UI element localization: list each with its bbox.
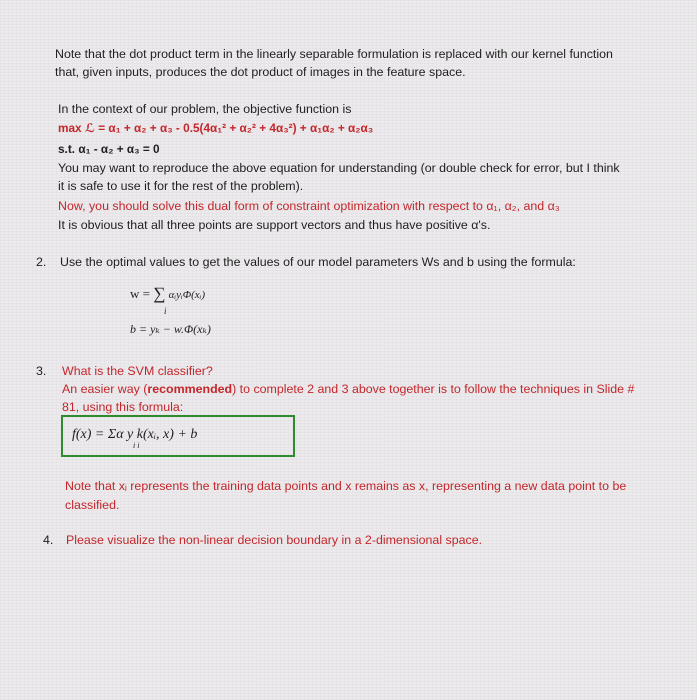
- intro-line-2: that, given inputs, produces the dot product of images in the feature space.: [55, 65, 466, 79]
- item-3-easier-line-1: [62, 381, 634, 397]
- formula-w-rhs: αᵢyᵢΦ(xᵢ): [168, 289, 206, 301]
- item-2-number: 2.: [36, 255, 47, 269]
- reproduce-line-1: You may want to reproduce the above equation for understanding (or double check for error, but I think: [58, 161, 620, 175]
- objective-context-line: In the context of our problem, the objective function is: [58, 102, 352, 116]
- item-3-easier-line-2: 81, using this formula:: [62, 400, 184, 414]
- item-3-number: 3.: [36, 364, 47, 378]
- classifier-formula: f(x) = Σα y k(xᵢ, x) + b: [72, 427, 198, 442]
- formula-w-index: i: [164, 306, 167, 316]
- objective-max-line: max ℒ = α₁ + α₂ + α₃ - 0.5(4α₁² + α₂² + 4α₃²) + α₁α₂ + α₂α₃: [58, 121, 374, 135]
- classifier-formula-subscripts: i i: [133, 441, 140, 450]
- formula-w: [130, 286, 205, 303]
- reproduce-line-2: it is safe to use it for the rest of the problem).: [58, 179, 304, 193]
- dual-form-line: Now, you should solve this dual form of constraint optimization with respect to α₁, α₂, and α₃: [58, 199, 560, 213]
- support-vectors-line: It is obvious that all three points are support vectors and thus have positive α's.: [58, 218, 491, 232]
- easier-post: ) to complete 2 and 3 above together is to follow the techniques in Slide #: [232, 382, 635, 396]
- item-3-note-line-1: Note that xᵢ represents the training data points and x remains as x, representing a new data point to be: [65, 479, 627, 493]
- intro-line-1: Note that the dot product term in the linearly separable formulation is replaced with our kernel function: [55, 47, 613, 61]
- item-4-number: 4.: [43, 533, 54, 547]
- item-3-note-line-2: classified.: [65, 498, 120, 512]
- objective-constraint-line: s.t. α₁ - α₂ + α₃ = 0: [58, 142, 160, 156]
- item-3-question: What is the SVM classifier?: [62, 364, 213, 378]
- formula-w-lhs: w =: [130, 286, 150, 301]
- formula-w-sum: ∑: [153, 284, 166, 303]
- formula-b: b = yₖ − w.Φ(xₖ): [130, 322, 211, 336]
- easier-pre: An easier way (: [62, 382, 148, 396]
- item-2-text: Use the optimal values to get the values of our model parameters Ws and b using the formula:: [60, 255, 576, 269]
- item-4-text: Please visualize the non-linear decision boundary in a 2-dimensional space.: [66, 533, 483, 547]
- easier-recommended: recommended: [147, 382, 233, 396]
